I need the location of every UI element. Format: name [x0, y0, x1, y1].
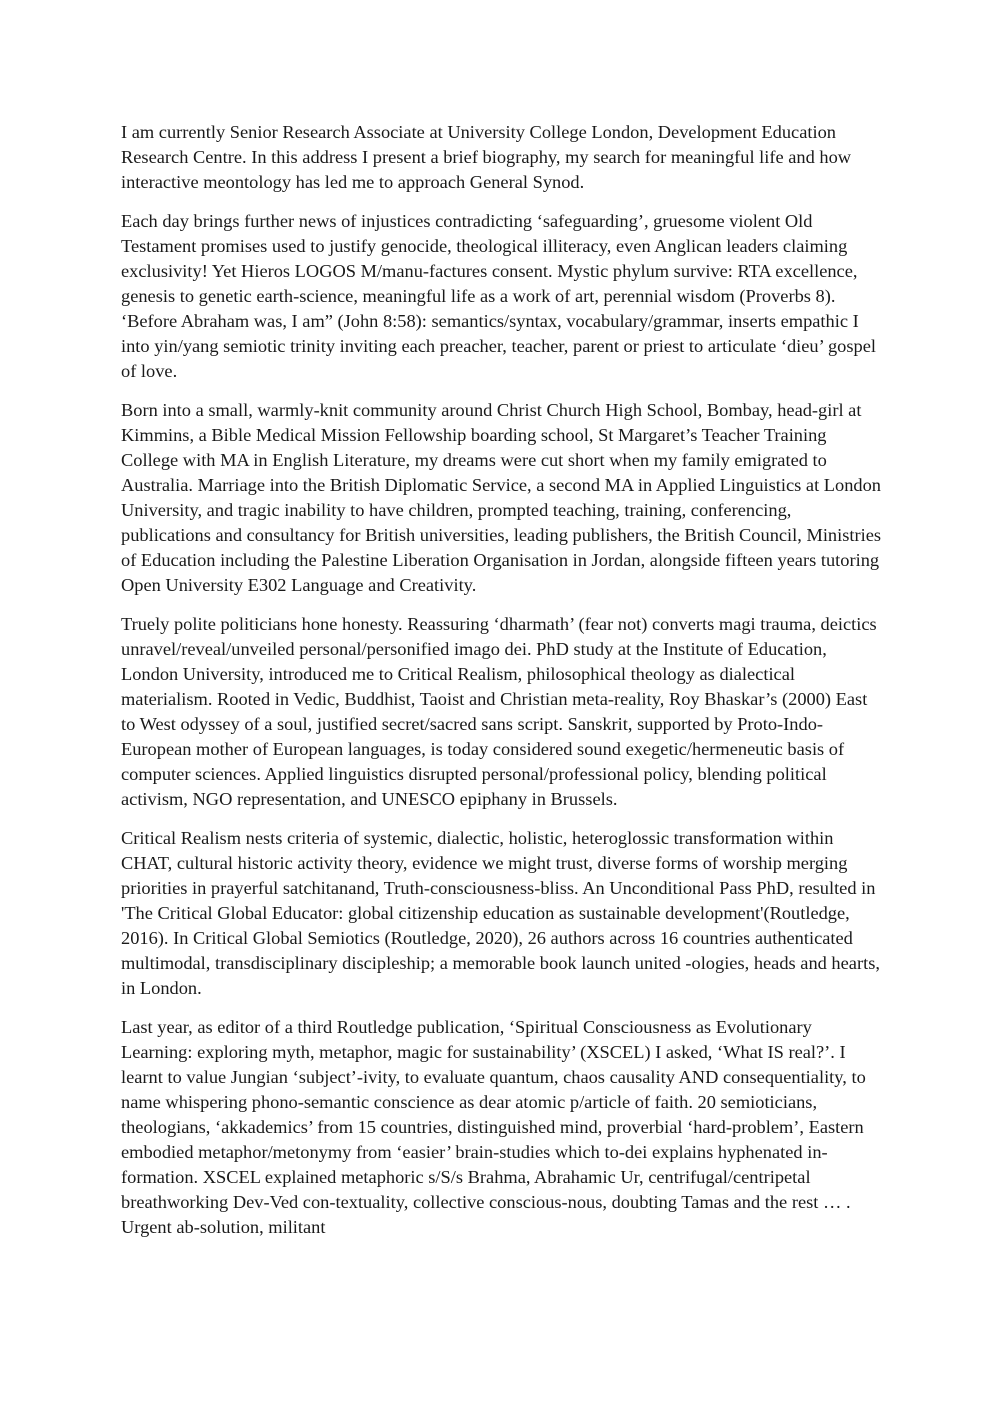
paragraph-introduction: I am currently Senior Research Associate at University College London, Development Education Research Centre. In this address I present a brief biography, my search for meaningful life and how interactive meontology has led me to approach General Synod.	[121, 122, 852, 192]
paragraph-biography: Born into a small, warmly-knit community around Christ Church High School, Bombay, head-girl at Kimmins, a Bible Medical Mission Fellowship boarding school, St Margaret’s Teacher Training College with MA in English Literature, my dreams were cut short when my family emigrated to Australia. Marriage into the British Diplomatic Service, a second MA in Applied Linguistics at London University, and tragic inability to have children, prompted teaching, training, conferencing, publications and consultancy for British universities, leading publishers, the British Council, Ministries of Education including the Palestine Liberation Organisation in Jordan, alongside fifteen years tutoring Open University E302 Language and Creativity.	[121, 400, 882, 595]
paragraph-injustices: Each day brings further news of injustices contradicting ‘safeguarding’, gruesome violent Old Testament promises used to justify genocide, theological illiteracy, even Anglican leaders claiming exclusivity! Yet Hieros LOGOS M/manu-factures consent. Mystic phylum survive: RTA excellence, genesis to genetic earth-science, meaningful life as a work of art, perennial wisdom (Proverbs 8). ‘Before Abraham was, I am” (John 8:58): semantics/syntax, vocabulary/grammar, inserts empathic I into yin/yang semiotic trinity inviting each preacher, teacher, parent or priest to articulate ‘dieu’ gospel of love.	[121, 211, 876, 381]
paragraph-phd-study: Truely polite politicians hone honesty. Reassuring ‘dharmath’ (fear not) converts magi trauma, deictics unravel/reveal/unveiled personal/personified imago dei. PhD study at the Institute of Education, London University, introduced me to Critical Realism, philosophical theology as dialectical materialism. Rooted in Vedic, Buddhist, Taoist and Christian meta-reality, Roy Bhaskar’s (2000) East to West odyssey of a soul, justified secret/sacred sans script. Sanskrit, supported by Proto-Indo-European mother of European languages, is today considered sound exegetic/hermeneutic basis of computer sciences. Applied linguistics disrupted personal/professional policy, blending political activism, NGO representation, and UNESCO epiphany in Brussels.	[121, 614, 877, 809]
document-page	[121, 120, 883, 1254]
paragraph-xscel: Last year, as editor of a third Routledge publication, ‘Spiritual Consciousness as Evolutionary Learning: exploring myth, metaphor, magic for sustainability’ (XSCEL) I asked, ‘What IS real?’. I learnt to value Jungian ‘subject’-ivity, to evaluate quantum, chaos causality AND consequentiality, to name whispering phono-semantic conscience as dear atomic p/article of faith. 20 semioticians, theologians, ‘akkademics’ from 15 countries, distinguished mind, proverbial ‘hard-problem’, Eastern embodied metaphor/metonymy from ‘easier’ brain-studies which to-dei explains hyphenated in-formation. XSCEL explained metaphoric s/S/s Brahma, Abrahamic Ur, centrifugal/centripetal breathworking Dev-Ved con-textuality, collective conscious-nous, doubting Tamas and the rest … . Urgent ab-solution, militant	[121, 1017, 866, 1237]
paragraph-critical-realism: Critical Realism nests criteria of systemic, dialectic, holistic, heteroglossic transformation within CHAT, cultural historic activity theory, evidence we might trust, diverse forms of worship merging priorities in prayerful satchitanand, Truth-consciousness-bliss. An Unconditional Pass PhD, resulted in 'The Critical Global Educator: global citizenship education as sustainable development'(Routledge, 2016). In Critical Global Semiotics (Routledge, 2020), 26 authors across 16 countries authenticated multimodal, transdisciplinary discipleship; a memorable book launch united -ologies, heads and hearts, in London.	[121, 828, 880, 998]
